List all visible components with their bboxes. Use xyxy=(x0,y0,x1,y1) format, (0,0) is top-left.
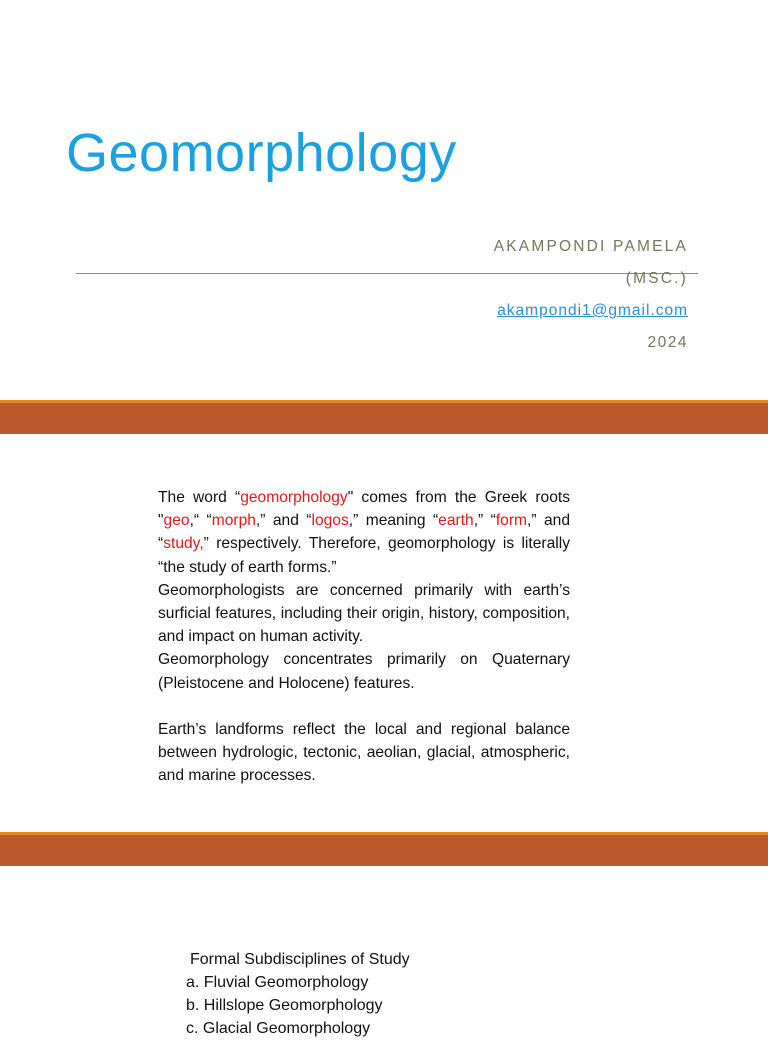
definition-slide xyxy=(0,434,768,832)
author-email-link[interactable]: akampondi1@gmail.com xyxy=(497,302,688,319)
highlight-term: form xyxy=(495,512,528,530)
subdisciplines-list xyxy=(186,948,410,1040)
subdisciplines-slide xyxy=(0,866,768,1037)
text-run: ” respectively. Therefore, geomorphology is literally “the study of earth forms.” xyxy=(158,535,570,576)
text-run: ,” meaning “ xyxy=(348,512,439,530)
author-degree: (MSC.) xyxy=(625,270,688,287)
definition-text xyxy=(158,486,570,787)
text-run: ,” “ xyxy=(473,512,496,530)
highlight-term: geomorphology xyxy=(240,489,348,506)
slide-separator xyxy=(0,832,768,866)
highlight-term: earth xyxy=(438,512,474,530)
text-run: ,” and “ xyxy=(158,512,570,553)
list-item: a. Fluvial Geomorphology xyxy=(186,974,369,991)
list-item: c. Glacial Geomorphology xyxy=(186,1020,371,1037)
list-item: b. Hillslope Geomorphology xyxy=(186,997,383,1014)
quaternary-paragraph: Geomorphology concentrates primarily on Quaternary (Pleistocene and Holocene) features. xyxy=(158,651,570,692)
slide-title: Geomorphology xyxy=(66,123,457,183)
slide-separator xyxy=(0,400,768,434)
highlight-term: morph xyxy=(211,512,256,530)
list-heading: Formal Subdisciplines of Study xyxy=(190,951,410,968)
text-run: The word “ xyxy=(158,489,241,506)
highlight-term: logos xyxy=(311,512,349,530)
landforms-paragraph: Earth’s landforms reflect the local and regional balance between hydrologic, tectonic, aeolian, glacial, atmospheric, and marine processes. xyxy=(158,720,570,785)
divider-line xyxy=(76,273,698,274)
title-slide xyxy=(0,0,768,400)
text-run: ,” and “ xyxy=(255,512,312,530)
etymology-paragraph xyxy=(158,486,570,579)
text-run: ,“ “ xyxy=(189,512,212,530)
highlight-term: study, xyxy=(163,535,204,553)
focus-paragraph: Geomorphologists are concerned primarily with earth’s surficial features, including their origin, history, composition, and impact on human activity. xyxy=(158,581,570,646)
highlight-term: geo xyxy=(163,512,190,530)
presentation-year: 2024 xyxy=(647,334,688,351)
author-name: AKAMPONDI PAMELA xyxy=(493,238,688,255)
text-run: " comes from the Greek roots " xyxy=(158,489,570,530)
